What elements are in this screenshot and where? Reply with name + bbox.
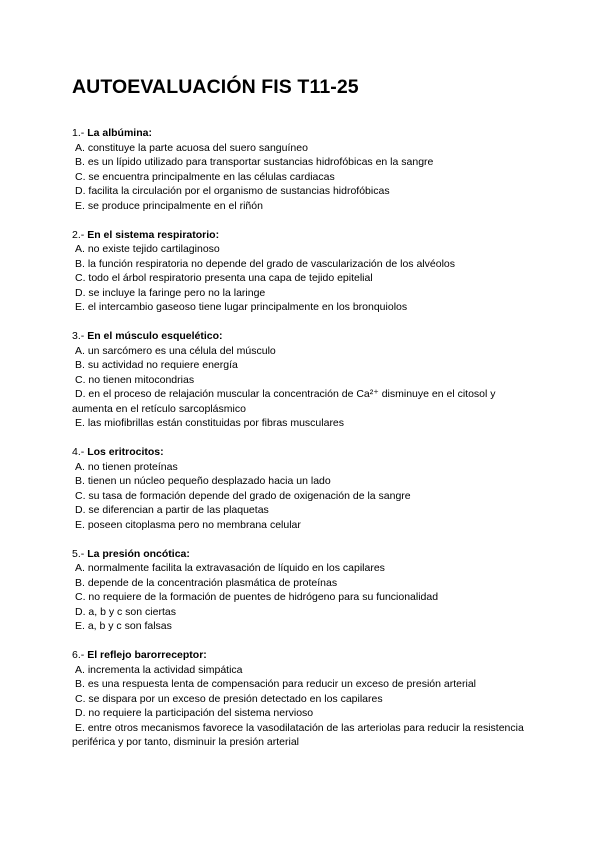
question-number: 3.- xyxy=(72,330,85,342)
answer-option-c: C. no requiere de la formación de puentes de hidrógeno para su funcionalidad xyxy=(75,591,439,603)
question-number: 2.- xyxy=(72,228,85,241)
answer-option-d: D. se incluye la faringe pero no la laringe xyxy=(75,286,266,299)
question-header xyxy=(72,126,532,141)
answer-option-d: D. facilita la circulación por el organismo de sustancias hidrofóbicas xyxy=(75,185,390,197)
answer-option-c: C. todo el árbol respiratorio presenta una capa de tejido epitelial xyxy=(75,272,373,284)
answer-option-d: D. no requiere la participación del sistema nervioso xyxy=(75,707,314,719)
answer-option-a: A. un sarcómero es una célula del músculo xyxy=(75,344,276,357)
answer-option-b: B. su actividad no requiere energía xyxy=(75,359,238,371)
question-header xyxy=(72,329,532,344)
answer-option-a: A. no existe tejido cartilaginoso xyxy=(75,243,220,255)
answer-option-e: E. las miofibrillas están constituidas por fibras musculares xyxy=(75,417,345,429)
answer-option-d: D. a, b y c son ciertas xyxy=(75,605,176,618)
answer-option-b: B. depende de la concentración plasmática de proteínas xyxy=(75,576,338,589)
question-4 xyxy=(72,445,532,532)
question-2 xyxy=(72,228,532,315)
question-list xyxy=(72,126,532,764)
question-text: La presión oncótica: xyxy=(87,547,190,560)
question-5 xyxy=(72,547,532,634)
question-text: En el sistema respiratorio: xyxy=(87,228,220,241)
answer-option-e: E. se produce principalmente en el riñón xyxy=(75,199,263,212)
question-header xyxy=(72,648,532,663)
answer-option-c: C. se dispara por un exceso de presión detectado en los capilares xyxy=(75,692,383,705)
answer-option-c: C. se encuentra principalmente en las células cardiacas xyxy=(75,170,335,183)
question-3 xyxy=(72,329,532,431)
question-header xyxy=(72,547,532,562)
answer-option-d: D. se diferencian a partir de las plaquetas xyxy=(75,504,269,516)
answer-option-b: B. la función respiratoria no depende del grado de vascularización de los alvéolos xyxy=(75,257,455,270)
document-title: AUTOEVALUACIÓN FIS T11-25 xyxy=(72,76,359,98)
question-header xyxy=(72,445,532,460)
answer-option-b: B. tienen un núcleo pequeño desplazado hacia un lado xyxy=(75,475,331,487)
question-text: El reflejo barorreceptor: xyxy=(87,649,207,661)
question-number: 1.- xyxy=(72,127,85,139)
question-text: En el músculo esquelético: xyxy=(87,330,223,342)
question-number: 4.- xyxy=(72,446,85,458)
question-text: Los eritrocitos: xyxy=(87,446,164,458)
answer-option-c: C. no tienen mitocondrias xyxy=(75,373,195,386)
question-text: La albúmina: xyxy=(87,127,152,139)
answer-option-e: E. a, b y c son falsas xyxy=(75,620,172,632)
question-number: 6.- xyxy=(72,649,85,661)
answer-option-e: E. entre otros mecanismos favorece la vasodilatación de las arteriolas para reducir la resistencia periférica y por tanto, disminuir la presión arterial xyxy=(72,721,524,748)
question-6 xyxy=(72,648,532,750)
answer-option-c: C. su tasa de formación depende del grado de oxigenación de la sangre xyxy=(75,489,411,502)
question-header xyxy=(72,228,532,243)
answer-option-a: A. constituye la parte acuosa del suero sanguíneo xyxy=(75,141,308,154)
question-1 xyxy=(72,126,532,213)
answer-option-b: B. es una respuesta lenta de compensación para reducir un exceso de presión arterial xyxy=(75,678,476,690)
answer-option-a: A. incrementa la actividad simpática xyxy=(75,663,243,676)
question-number: 5.- xyxy=(72,547,85,560)
answer-option-e: E. poseen citoplasma pero no membrana celular xyxy=(75,518,301,531)
answer-option-d: D. en el proceso de relajación muscular la concentración de Ca²⁺ disminuye en el citosol y aumenta en el retículo sarcoplásmico xyxy=(72,388,496,415)
answer-option-a: A. no tienen proteínas xyxy=(75,460,178,473)
answer-option-a: A. normalmente facilita la extravasación de líquido en los capilares xyxy=(75,562,385,574)
answer-option-b: B. es un lípido utilizado para transportar sustancias hidrofóbicas en la sangre xyxy=(75,156,434,168)
answer-option-e: E. el intercambio gaseoso tiene lugar principalmente en los bronquiolos xyxy=(75,301,408,313)
